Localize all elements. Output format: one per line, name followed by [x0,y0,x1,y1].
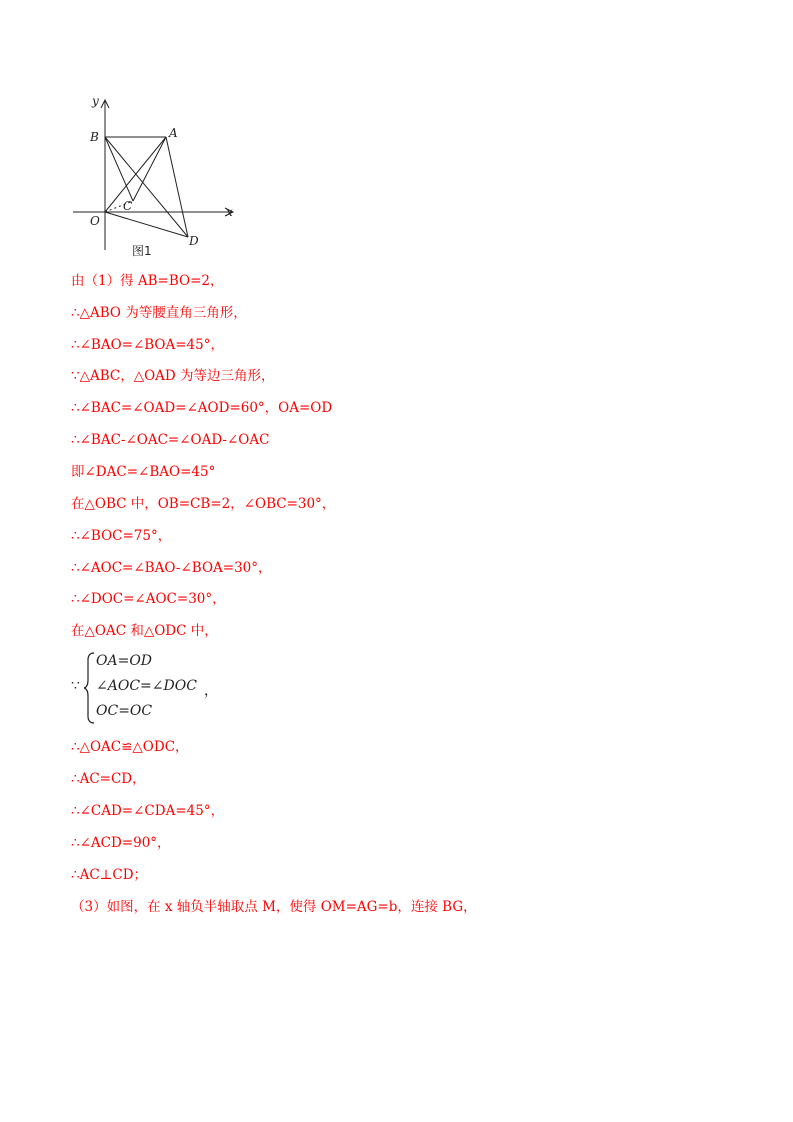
left-brace [84,652,96,724]
proof-line-1: 由（1）得 AB=BO=2， [71,273,224,289]
label-x: x [226,205,233,219]
proof-line-12: 在△OAC 和△ODC 中， [71,623,218,639]
system-comma: ， [204,683,218,699]
segment-ad [166,137,188,237]
proof-line-17: ∴AC⊥CD； [71,867,148,883]
proof-line-15: ∴∠CAD=∠CDA=45°， [71,803,225,819]
label-d: D [189,234,199,248]
equation-3: OC=OC [96,703,153,719]
proof-line-8: 在△OBC 中，OB=CB=2，∠OBC=30°， [71,496,336,512]
proof-line-11: ∴∠DOC=∠AOC=30°， [71,591,226,607]
label-y: y [92,94,99,108]
geometry-figure [68,90,243,265]
proof-line-6: ∴∠BAC-∠OAC=∠OAD-∠OAC [71,432,270,448]
proof-line-3: ∴∠BAO=∠BOA=45°， [71,337,224,353]
proof-line-16: ∴∠ACD=90°， [71,835,171,851]
proof-line-13: ∴△OAC≌△ODC， [71,739,189,755]
label-a: A [169,126,178,140]
equation-system [71,650,231,725]
segment-ac [133,137,166,201]
equation-1: OA=OD [96,653,153,669]
label-c: C [123,199,133,213]
label-b: B [90,130,99,144]
proof-line-18: （3）如图，在 x 轴负半轴取点 M，使得 OM=AG=b，连接 BG， [71,899,477,915]
segment-bc [105,137,133,201]
because-symbol: ∵ [71,678,80,694]
proof-line-14: ∴AC=CD， [71,771,146,787]
label-o: O [90,214,100,228]
segment-bd [105,137,188,237]
proof-line-7: 即∠DAC=∠BAO=45° [71,464,216,480]
proof-line-2: ∴△ABO 为等腰直角三角形， [71,305,247,321]
proof-line-10: ∴∠AOC=∠BAO-∠BOA=30°， [71,560,272,576]
segment-od [105,212,188,237]
proof-line-9: ∴∠BOC=75°， [71,528,172,544]
proof-line-4: ∵△ABC，△OAD 为等边三角形， [71,368,275,384]
equation-2: ∠AOC=∠DOC [96,678,197,694]
proof-line-5: ∴∠BAC=∠OAD=∠AOD=60°，OA=OD [71,400,333,416]
figure-caption: 图1 [132,244,152,258]
